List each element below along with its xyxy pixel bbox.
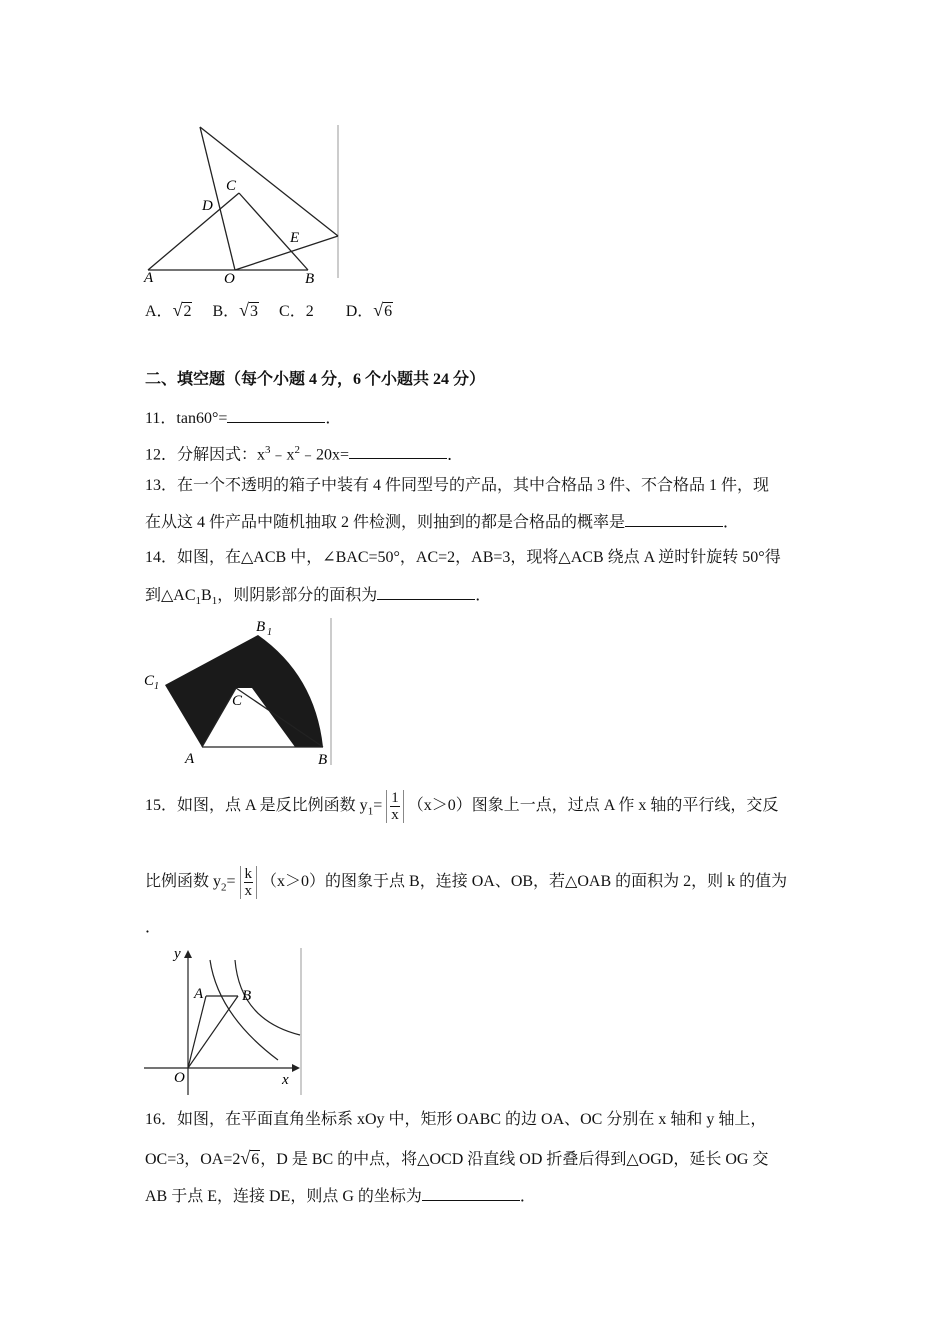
figure-2-rotation-diagram bbox=[140, 615, 340, 770]
question-16-line-2: OC=3，OA=2√6，D 是 BC 的中点，将△OCD 沿直线 OD 折叠后得到△OGD，延长 OG 交 bbox=[145, 1148, 769, 1168]
fig2-label-b1: B bbox=[256, 619, 266, 635]
question-15-line-3: ． bbox=[145, 919, 162, 936]
answer-blank[interactable] bbox=[625, 512, 723, 527]
fig2-label-a: A bbox=[185, 751, 195, 767]
figure-3-coordinate-diagram bbox=[140, 940, 308, 1100]
fraction-1-over-x: $\frac{1}{x}$ bbox=[386, 790, 404, 823]
fig2-label-c1: C bbox=[144, 673, 155, 689]
question-14-line-1: 14．如图，在△ACB 中，∠BAC=50°，AC=2，AB=3，现将△ACB 绕点 A 逆时针旋转 50°得 bbox=[145, 549, 781, 566]
answer-blank[interactable] bbox=[227, 408, 325, 423]
fig1-label-o: O bbox=[224, 271, 235, 285]
answer-blank[interactable] bbox=[349, 444, 447, 459]
question-13-line-1: 13．在一个不透明的箱子中装有 4 件同型号的产品，其中合格品 3 件、不合格品 1 件，现 bbox=[145, 477, 770, 494]
option-c[interactable]: C．2 bbox=[279, 303, 314, 320]
section-title: 二、填空题（每个小题 4 分，6 个小题共 24 分） bbox=[145, 371, 486, 388]
sqrt-symbol: √2 bbox=[172, 300, 192, 320]
question-14-line-2: 到$\triangle AC_1B_1$，则阴影部分的面积为 ． bbox=[145, 587, 492, 608]
question-11: 11．tan60°= ． bbox=[145, 410, 342, 427]
fig2-label-b: B bbox=[318, 752, 328, 768]
fig3-label-y: y bbox=[174, 946, 181, 962]
fig3-label-x: x bbox=[282, 1072, 289, 1088]
option-d[interactable]: D．√6 bbox=[345, 300, 393, 320]
answer-blank[interactable] bbox=[377, 585, 475, 600]
fig1-label-d: D bbox=[202, 198, 213, 214]
question-15-line-1: 15．如图，点 A 是反比例函数 $y_1=$ $\frac{1}{x}$ （x＞0）图象上一点，过点 A 作 x 轴的平行线，交反 bbox=[145, 790, 779, 823]
fig1-label-e: E bbox=[290, 230, 300, 246]
fig3-label-o: O bbox=[174, 1070, 185, 1086]
fig2-label-c1-sub: 1 bbox=[154, 681, 159, 692]
fraction-k-over-x: $\frac{k}{x}$ bbox=[240, 866, 258, 899]
question-16-line-3: AB 于点 E，连接 DE，则点 G 的坐标为 ． bbox=[145, 1188, 536, 1205]
fig1-label-c: C bbox=[226, 178, 237, 194]
question-16-line-1: 16．如图，在平面直角坐标系 xOy 中，矩形 OABC 的边 OA、OC 分别在 x 轴和 y 轴上， bbox=[145, 1111, 767, 1128]
fig1-label-b: B bbox=[305, 271, 315, 285]
fig3-label-a: A bbox=[194, 986, 204, 1002]
question-13-line-2: 在从这 4 件产品中随机抽取 2 件检测，则抽到的都是合格品的概率是 ． bbox=[145, 514, 740, 531]
fig1-label-a: A bbox=[144, 270, 154, 285]
fig2-label-c: C bbox=[232, 693, 243, 709]
option-b[interactable]: B．√3 bbox=[212, 300, 259, 320]
sqrt-symbol: √6 bbox=[373, 300, 393, 320]
sqrt-symbol: √6 bbox=[240, 1148, 260, 1168]
question-12: 12．分解因式：$x^3﹣x^2﹣20x=$ ． bbox=[145, 444, 464, 464]
answer-options bbox=[145, 300, 409, 322]
fig3-label-b: B bbox=[242, 988, 252, 1004]
fig2-label-b1-sub: 1 bbox=[267, 627, 272, 638]
answer-blank[interactable] bbox=[422, 1186, 520, 1201]
sqrt-symbol: √3 bbox=[239, 300, 259, 320]
option-a[interactable]: A．√2 bbox=[145, 300, 192, 320]
question-15-line-2: 比例函数 $y_2=$ $\frac{k}{x}$ （x＞0）的图象于点 B，连接 OA、OB，若△OAB 的面积为 2，则 k 的值为 bbox=[145, 866, 788, 899]
figure-1-triangle-diagram bbox=[140, 120, 350, 285]
